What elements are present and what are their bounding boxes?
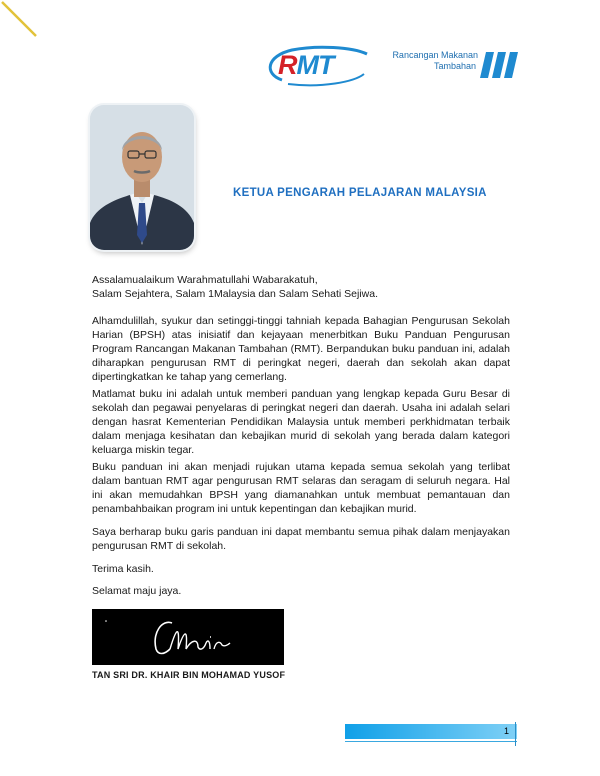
footer-bar	[345, 724, 517, 739]
rmt-logo	[262, 44, 520, 88]
logo-line2: Tambahan	[433, 61, 476, 71]
logo-stripes-icon	[480, 52, 520, 78]
paragraph-reference: Buku panduan ini akan menjadi rujukan utama kepada semua sekolah yang terlibat dalam bantuan RMT agar pengurusan RMT selaras dan seragam di seluruh negara. Hal ini akan memudahkan BPSH yang diamanahkan untuk membuat pemantauan dan penambahbaikan program ini untuk kepentingan dan kebajikan murid.	[92, 461, 510, 515]
paragraph-intro: Alhamdulillah, syukur dan setinggi-tinggi tahniah kepada Bahagian Pengurusan Sekolah Harian (BPSH) atas inisiatif dan kejayaan menerbitkan Buku Panduan Pengurusan Program Rancangan Makanan Tambahan (RMT). Berpandukan buku panduan ini, adalah diharapkan pengurusan RMT di peringkat negeri, daerah dan sekolah akan dapat dipertingkatkan ke tahap yang cemerlang.	[92, 315, 510, 383]
official-portrait	[90, 105, 194, 250]
page-footer	[345, 724, 517, 746]
signature-image	[92, 609, 284, 665]
logo-abbreviation	[278, 50, 333, 81]
greeting	[92, 273, 378, 301]
logo-line1: Rancangan Makanan	[392, 50, 478, 60]
page-number: 1	[503, 726, 509, 736]
greeting-line2: Salam Sejahtera, Salam 1Malaysia dan Salam Sehati Sejiwa.	[92, 288, 378, 300]
logo-letter-r: R	[278, 50, 297, 80]
greeting-line1: Assalamualaikum Warahmatullahi Wabarakatuh,	[92, 274, 318, 286]
paragraph-thanks: Terima kasih.	[92, 563, 154, 575]
logo-fullname	[378, 50, 478, 80]
corner-fold-mark	[0, 0, 40, 40]
portrait-person-icon	[90, 105, 194, 250]
signature-scribble-icon	[92, 609, 284, 665]
page-title: KETUA PENGARAH PELAJARAN MALAYSIA	[233, 187, 487, 199]
footer-edge	[515, 722, 516, 746]
logo-letters-mt: MT	[296, 50, 334, 80]
footer-line	[345, 741, 517, 742]
paragraph-closing: Selamat maju jaya.	[92, 585, 182, 597]
signer-name: TAN SRI DR. KHAIR BIN MOHAMAD YUSOF	[92, 670, 286, 680]
paragraph-goal: Matlamat buku ini adalah untuk memberi panduan yang lengkap kepada Guru Besar di sekolah dan pegawai penyelaras di peringkat negeri dan daerah. Usaha ini adalah selari dengan hasrat Kementerian Pendidikan Malaysia untuk memberi perkhidmatan terbaik dalam menjaga kesihatan dan kebajikan murid di sekolah yang berada dalam kategori keluarga miskin tegar.	[92, 388, 510, 456]
paragraph-hope: Saya berharap buku garis panduan ini dapat membantu semua pihak dalam menjayakan pengurusan RMT di sekolah.	[92, 526, 510, 552]
